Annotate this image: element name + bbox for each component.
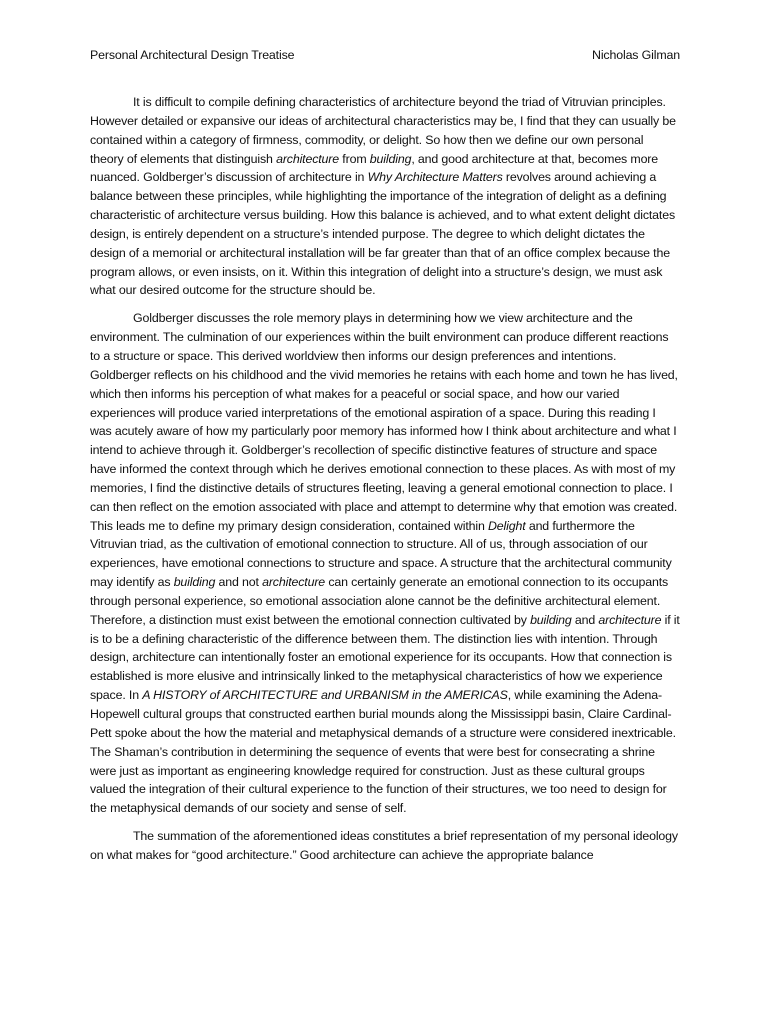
italic-text: building bbox=[369, 151, 412, 166]
paragraph-text: , and good architecture at that, becomes more nuanced. Goldberger’s discussion of architecture in bbox=[90, 151, 659, 185]
paragraph-text: It is difficult to compile defining characteristics of architecture beyond the triad of Vitruvian principles. However detailed or expansive our ideas of architectural characteristics may be, I find that they can usually be contained within a category of firmness, commodity, or delight. So how then we define our own personal theory of elements that distinguish bbox=[90, 95, 676, 166]
document-title: Personal Architectural Design Treatise bbox=[90, 48, 295, 62]
paragraph-text: from bbox=[339, 151, 370, 166]
paragraph-text: if it is to be a defining characteristic of the difference between them. The distinction lies with intention. Through design, architecture can intentionally foster an emotional experience for its occupants. How that connection is established is more elusive and intrinsically linked to the metaphysical characteristics of how we experience space. In bbox=[90, 612, 680, 703]
italic-text: Delight bbox=[488, 518, 526, 533]
body-paragraph bbox=[90, 93, 680, 300]
paragraph-text: can certainly generate an emotional connection to its occupants through personal experience, so emotional association alone cannot be the definitive architectural element. Therefore, a distinction must exist between the emotional connection cultivated by bbox=[90, 575, 669, 627]
paragraph-text: and not bbox=[215, 575, 263, 590]
author-name: Nicholas Gilman bbox=[592, 48, 680, 62]
body-text bbox=[90, 93, 680, 865]
document-page bbox=[90, 46, 680, 874]
italic-text: architecture bbox=[276, 151, 340, 166]
paragraph-text: and bbox=[571, 612, 599, 627]
paragraph-text: revolves around achieving a balance between these principles, while highlighting the importance of the integration of delight as a defining characteristic of architecture versus building. How this balance is achieved, and to what extent delight dictates design, is entirely dependent on a structure’s intended purpose. The degree to which delight dictates the design of a memorial or architectural installation will be far greater than that of an office complex because the program allows, or even insists, on it. Within this integration of delight into a structure’s design, we must ask what our desired outcome for the structure should be. bbox=[90, 170, 676, 298]
italic-text: A HISTORY of ARCHITECTURE and URBANISM in the AMERICAS bbox=[142, 688, 508, 703]
body-paragraph bbox=[90, 309, 680, 818]
page-header bbox=[90, 46, 680, 66]
body-paragraph bbox=[90, 827, 680, 865]
paragraph-text: Goldberger discusses the role memory plays in determining how we view architecture and the environment. The culmination of our experiences within the built environment can produce different reactions to a structure or space. This derived worldview then informs our design preferences and intentions. Goldberger reflects on his childhood and the vivid memories he retains with each home and town he has lived, which then informs his perception of what makes for a peaceful or social space, and how our varied experiences will produce varied interpretations of the emotional aspiration of a space. During this reading I was acutely aware of how my particularly poor memory has informed how I think about architecture and what I intend to achieve through it. Goldberger’s recollection of specific distinctive features of structure and space have informed the context through which he derives emotional connection to these places. As with most of my memories, I find the distinctive details of structures fleeting, leaving a general emotional connection to place. I can then reflect on the emotion associated with place and attempt to determine why that emotion was created. This leads me to define my primary design consideration, contained within bbox=[90, 311, 678, 533]
italic-text: Why Architecture Matters bbox=[367, 170, 503, 185]
italic-text: building bbox=[173, 575, 216, 590]
paragraph-text: and furthermore the Vitruvian triad, as the cultivation of emotional connection to structure. All of us, through association of our experiences, have emotional connections to structure and space. A structure that the architectural community may identify as bbox=[90, 518, 672, 590]
paragraph-text: , while examining the Adena-Hopewell cultural groups that constructed earthen burial mounds along the Mississippi basin, Claire Cardinal-Pett spoke about the how the material and metaphysical demands of a structure were considered inextricable. The Shaman’s contribution in determining the sequence of events that were best for consecrating a shrine were just as important as engineering knowledge required for construction. Just as these cultural groups valued the integration of their cultural experience to the function of their structures, we too need to design for the metaphysical demands of our society and sense of self. bbox=[90, 688, 676, 816]
paragraph-text: The summation of the aforementioned ideas constitutes a brief representation of my personal ideology on what makes for “good architecture.” Good architecture can achieve the appropriate balance bbox=[90, 829, 678, 862]
italic-text: architecture bbox=[598, 612, 662, 627]
italic-text: architecture bbox=[262, 575, 326, 590]
italic-text: building bbox=[530, 612, 572, 627]
